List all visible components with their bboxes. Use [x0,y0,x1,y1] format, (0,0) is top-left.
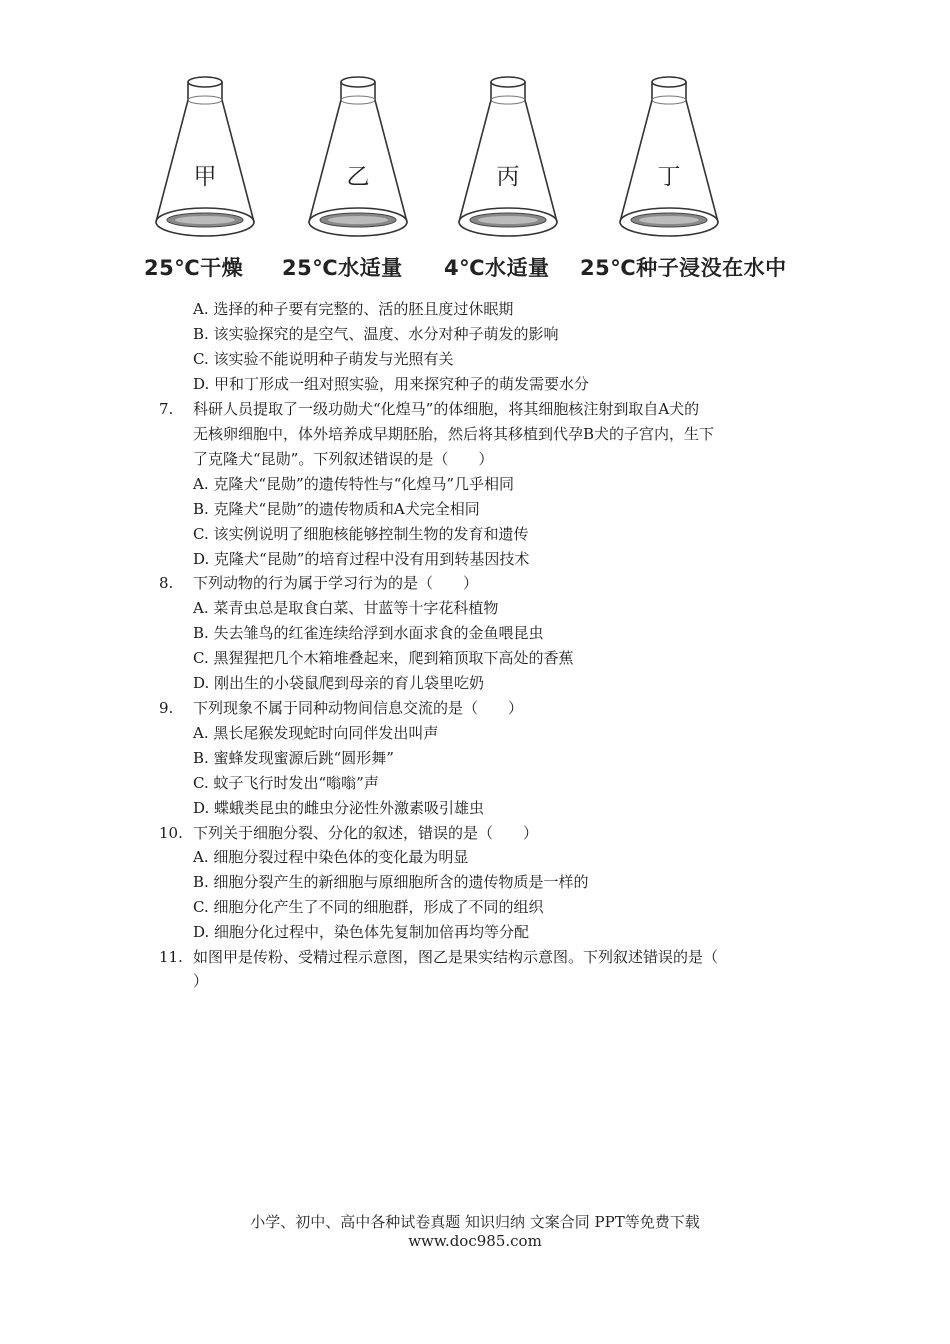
option-b: B. 该实验探究的是空气、温度、水分对种子萌发的影响 [193,325,559,343]
question-stem: 无核卵细胞中，体外培养成早期胚胎，然后将其移植到代孕B犬的子宫内，生下 [193,425,715,443]
option-d: D. 克隆犬“昆勋”的培育过程中没有用到转基因技术 [193,550,530,568]
conical-flask-icon [303,72,413,242]
option-c: C. 细胞分化产生了不同的细胞群，形成了不同的组织 [193,898,544,916]
option-d: D. 细胞分化过程中，染色体先复制加倍再均等分配 [193,923,530,941]
flask-condition: 25℃种子浸没在水中 [580,256,787,280]
option-d: D. 蝶蛾类昆虫的雌虫分泌性外激素吸引雄虫 [193,799,485,817]
option-a: A. 细胞分裂过程中染色体的变化最为明显 [193,848,469,866]
conical-flask-icon [150,72,260,242]
flask-condition: 4℃水适量 [444,256,550,280]
footer-text: 小学、初中、高中各种试卷真题 知识归纳 文案合同 PPT等免费下载 [250,1213,700,1231]
option-a: A. 菜青虫总是取食白菜、甘蓝等十字花科植物 [193,599,499,617]
option-a: A. 选择的种子要有完整的、活的胚且度过休眠期 [193,300,514,318]
option-b: B. 蜜蜂发现蜜源后跳“圆形舞” [193,749,394,767]
seed-germination-figure [140,72,810,287]
flask-yi [303,72,413,242]
option-c: C. 该实例说明了细胞核能够控制生物的发育和遗传 [193,525,529,543]
question-number: 11. [159,948,183,966]
question-number: 9. [159,699,174,717]
flask-condition: 25℃干燥 [144,256,244,280]
question-stem: 下列关于细胞分裂、分化的叙述，错误的是（ ） [193,824,539,842]
question-number: 7. [159,400,174,418]
question-stem: 如图甲是传粉、受精过程示意图，图乙是果实结构示意图。下列叙述错误的是（ [193,948,719,966]
question-stem: 下列动物的行为属于学习行为的是（ ） [193,574,479,592]
question-stem: 下列现象不属于同种动物间信息交流的是（ ） [193,699,524,717]
flask-label: 丁 [657,164,681,190]
flask-jia [150,72,260,242]
option-a: A. 黑长尾猴发现蛇时向同伴发出叫声 [193,724,439,742]
conical-flask-icon [453,72,563,242]
option-d: D. 刚出生的小袋鼠爬到母亲的育儿袋里吃奶 [193,674,485,692]
question-number: 10. [159,824,183,842]
flask-label: 甲 [193,164,217,190]
option-b: B. 克隆犬“昆勋”的遗传物质和A犬完全相同 [193,500,480,518]
flask-bing [453,72,563,242]
flask-label: 丙 [496,164,520,190]
footer-url[interactable]: www.doc985.com [408,1232,542,1250]
conical-flask-icon [614,72,724,242]
question-stem: 科研人员提取了一级功勋犬“化煌马”的体细胞，将其细胞核注射到取自A犬的 [193,400,700,418]
option-a: A. 克隆犬“昆勋”的遗传特性与“化煌马”几乎相同 [193,475,515,493]
option-c: C. 蚊子飞行时发出“嗡嗡”声 [193,774,379,792]
question-number: 8. [159,574,174,592]
option-b: B. 失去雏鸟的红雀连续给浮到水面求食的金鱼喂昆虫 [193,624,544,642]
question-stem: ） [193,972,209,990]
flask-ding [614,72,724,242]
option-b: B. 细胞分裂产生的新细胞与原细胞所含的遗传物质是一样的 [193,873,589,891]
question-stem: 了克隆犬“昆勋”。下列叙述错误的是（ ） [193,450,494,468]
option-d: D. 甲和丁形成一组对照实验，用来探究种子的萌发需要水分 [193,375,590,393]
flask-label: 乙 [346,164,370,190]
flask-condition: 25℃水适量 [282,256,403,280]
option-c: C. 黑猩猩把几个木箱堆叠起来，爬到箱顶取下高处的香蕉 [193,649,574,667]
option-c: C. 该实验不能说明种子萌发与光照有关 [193,350,454,368]
